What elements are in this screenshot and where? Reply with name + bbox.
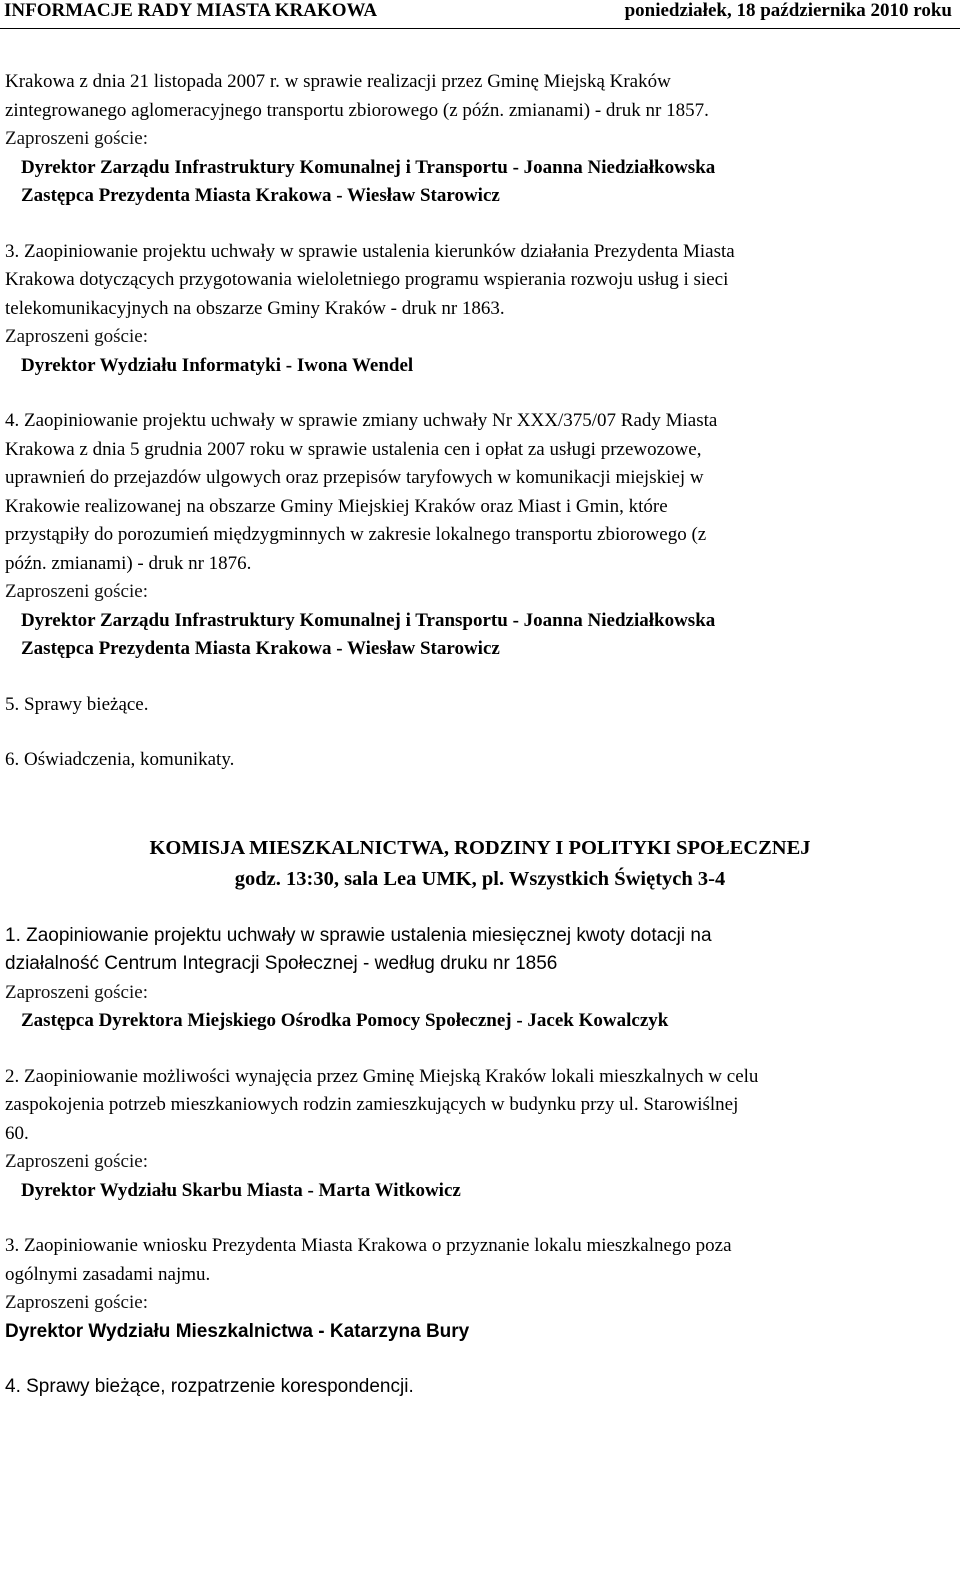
guests-label: Zaproszeni goście:: [5, 1151, 148, 1172]
agenda-item-4: [5, 407, 955, 664]
guests-label: Zaproszeni goście:: [5, 1292, 148, 1313]
agenda-item-2-continuation: [5, 68, 955, 211]
text-line: uprawnień do przejazdów ulgowych oraz przepisów taryfowych w komunikacji miejskiej w: [5, 467, 704, 488]
text-line: Krakowa z dnia 5 grudnia 2007 roku w sprawie ustalenia cen i opłat za usługi przewozowe,: [5, 438, 702, 460]
text-line: Krakowa z dnia 21 listopada 2007 r. w sprawie realizacji przez Gminę Miejską Kraków: [5, 71, 671, 92]
committee-time-place: godz. 13:30, sala Lea UMK, pl. Wszystkich Świętych 3-4: [234, 867, 726, 890]
guest-name: Zastępca Dyrektora Miejskiego Ośrodka Pomocy Społecznej - Jacek Kowalczyk: [21, 1010, 669, 1031]
text-line: Krakowa dotyczących przygotowania wieloletniego programu wspierania rozwoju usług i sieci: [5, 269, 729, 290]
guest-name: Dyrektor Wydziału Skarbu Miasta - Marta Witkowicz: [21, 1179, 461, 1201]
guest-name: Zastępca Prezydenta Miasta Krakowa - Wiesław Starowicz: [21, 638, 500, 659]
agenda-item-3: [5, 238, 955, 381]
text-line: 60.: [5, 1122, 29, 1144]
text-line: działalność Centrum Integracji Społecznej - według druku nr 1856: [5, 953, 558, 974]
text-line: ogólnymi zasadami najmu.: [5, 1263, 211, 1285]
guest-name: Dyrektor Zarządu Infrastruktury Komunalnej i Transportu - Joanna Niedziałkowska: [21, 609, 716, 631]
document-body: [5, 68, 955, 1402]
committee-heading: [5, 833, 955, 895]
page-header: [0, 0, 960, 29]
committee-item-4: 4. Sprawy bieżące, rozpatrzenie korespondencji.: [5, 1376, 414, 1397]
committee-item-2: [5, 1063, 955, 1206]
agenda-item-5: 5. Sprawy bieżące.: [5, 693, 149, 715]
guests-label: Zaproszeni goście:: [5, 128, 148, 149]
text-line: 1. Zaopiniowanie projektu uchwały w sprawie ustalenia miesięcznej kwoty dotacji na: [5, 924, 712, 946]
text-line: zaspokojenia potrzeb mieszkaniowych rodzin zamieszkujących w budynku przy ul. Starowiślnej: [5, 1094, 739, 1115]
text-line: 4. Zaopiniowanie projektu uchwały w sprawie zmiany uchwały Nr XXX/375/07 Rady Miasta: [5, 410, 718, 431]
committee-item-3: [5, 1232, 955, 1346]
text-line: 3. Zaopiniowanie projektu uchwały w sprawie ustalenia kierunków działania Prezydenta Miasta: [5, 240, 735, 262]
text-line: przystąpiły do porozumień międzygminnych w zakresie lokalnego transportu zbiorowego (z: [5, 524, 707, 545]
header-title: INFORMACJE RADY MIASTA KRAKOWA: [4, 0, 378, 21]
committee-item-1: [5, 922, 955, 1036]
text-line: telekomunikacyjnych na obszarze Gminy Kraków - druk nr 1863.: [5, 297, 505, 319]
guest-name: Dyrektor Wydziału Informatyki - Iwona Wendel: [21, 354, 414, 376]
text-line: 2. Zaopiniowanie możliwości wynajęcia przez Gminę Miejską Kraków lokali mieszkalnych w celu: [5, 1065, 759, 1087]
guest-name: Zastępca Prezydenta Miasta Krakowa - Wiesław Starowicz: [21, 185, 500, 206]
text-line: Krakowie realizowanej na obszarze Gminy Miejskiej Kraków oraz Miast i Gmin, które: [5, 495, 668, 517]
guests-label: Zaproszeni goście:: [5, 581, 148, 602]
header-date: poniedziałek, 18 października 2010 roku: [624, 0, 952, 21]
guest-name: Dyrektor Zarządu Infrastruktury Komunalnej i Transportu - Joanna Niedziałkowska: [21, 156, 716, 178]
text-line: 3. Zaopiniowanie wniosku Prezydenta Miasta Krakowa o przyznanie lokalu mieszkalnego poza: [5, 1235, 732, 1256]
guests-label: Zaproszeni goście:: [5, 981, 148, 1003]
agenda-item-6: 6. Oświadczenia, komunikaty.: [5, 749, 235, 770]
guest-name: Dyrektor Wydziału Mieszkalnictwa - Katarzyna Bury: [5, 1320, 470, 1342]
text-line: późn. zmianami) - druk nr 1876.: [5, 552, 252, 574]
guests-label: Zaproszeni goście:: [5, 326, 148, 347]
text-line: zintegrowanego aglomeracyjnego transportu zbiorowego (z późn. zmianami) - druk nr 1857.: [5, 99, 709, 121]
committee-name: KOMISJA MIESZKALNICTWA, RODZINY I POLITYKI SPOŁECZNEJ: [149, 836, 811, 859]
